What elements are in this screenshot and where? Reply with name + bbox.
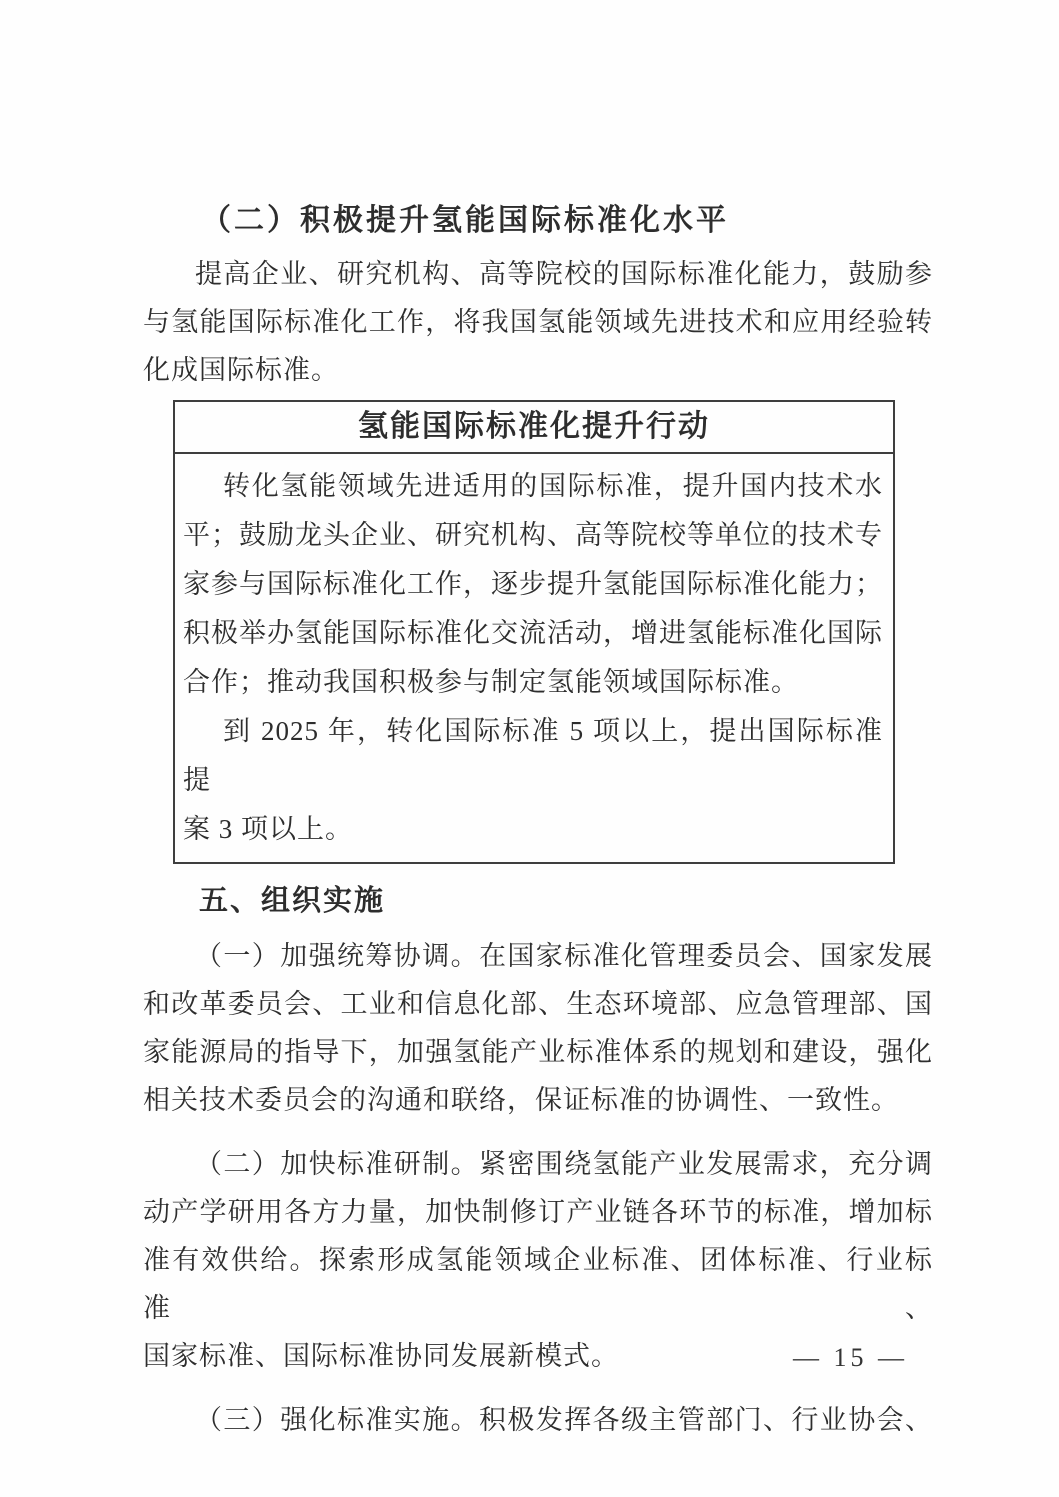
text-line: 合作；推动我国积极参与制定氢能领域国际标准。 [183,667,799,697]
text-line: 国家标准、国际标准协同发展新模式。 [143,1341,619,1371]
text-line: 到 2025 年，转化国际标准 5 项以上，提出国际标准提 [183,716,883,795]
text-line: （三）强化标准实施。积极发挥各级主管部门、行业协会、 [195,1405,933,1435]
section-heading-5: 五、组织实施 [199,885,386,917]
text-line: 家参与国际标准化工作，逐步提升氢能国际标准化能力； [183,569,883,599]
text-line: 动产学研用各方力量，加快制修订产业链各环节的标准，增加标 [143,1197,933,1227]
text-line: 提高企业、研究机构、高等院校的国际标准化能力，鼓励参 [195,259,933,289]
text-line: 家能源局的指导下，加强氢能产业标准体系的规划和建设，强化 [143,1037,933,1067]
paragraph-coordination [143,932,933,1124]
document-content [143,200,933,1444]
text-line: （一）加强统筹协调。在国家标准化管理委员会、国家发展 [195,941,933,971]
action-box-body [175,454,893,862]
text-line: 准有效供给。探索形成氢能领域企业标准、团体标准、行业标准、 [143,1245,933,1323]
text-line: 积极举办氢能国际标准化交流活动，增进氢能标准化国际 [183,618,883,648]
text-line: 与氢能国际标准化工作，将我国氢能领域先进技术和应用经验转 [143,307,933,337]
text-line: 和改革委员会、工业和信息化部、生态环境部、应急管理部、国 [143,989,933,1019]
text-line: 案 3 项以上。 [183,814,353,844]
paragraph-standard-implementation [143,1396,933,1444]
intro-paragraph [143,250,933,394]
text-line: 转化氢能领域先进适用的国际标准，提升国内技术水 [223,471,883,501]
section-heading-2: （二）积极提升氢能国际标准化水平 [201,204,729,237]
text-line: （二）加快标准研制。紧密围绕氢能产业发展需求，充分调 [195,1149,933,1179]
action-box-title: 氢能国际标准化提升行动 [175,402,893,454]
action-box [173,400,895,864]
text-line: 相关技术委员会的沟通和联络，保证标准的协调性、一致性。 [143,1085,899,1115]
text-line: 平；鼓励龙头企业、研究机构、高等院校等单位的技术专 [183,520,883,550]
text-line: 化成国际标准。 [143,355,339,385]
page-number: — 15 — [793,1343,908,1372]
